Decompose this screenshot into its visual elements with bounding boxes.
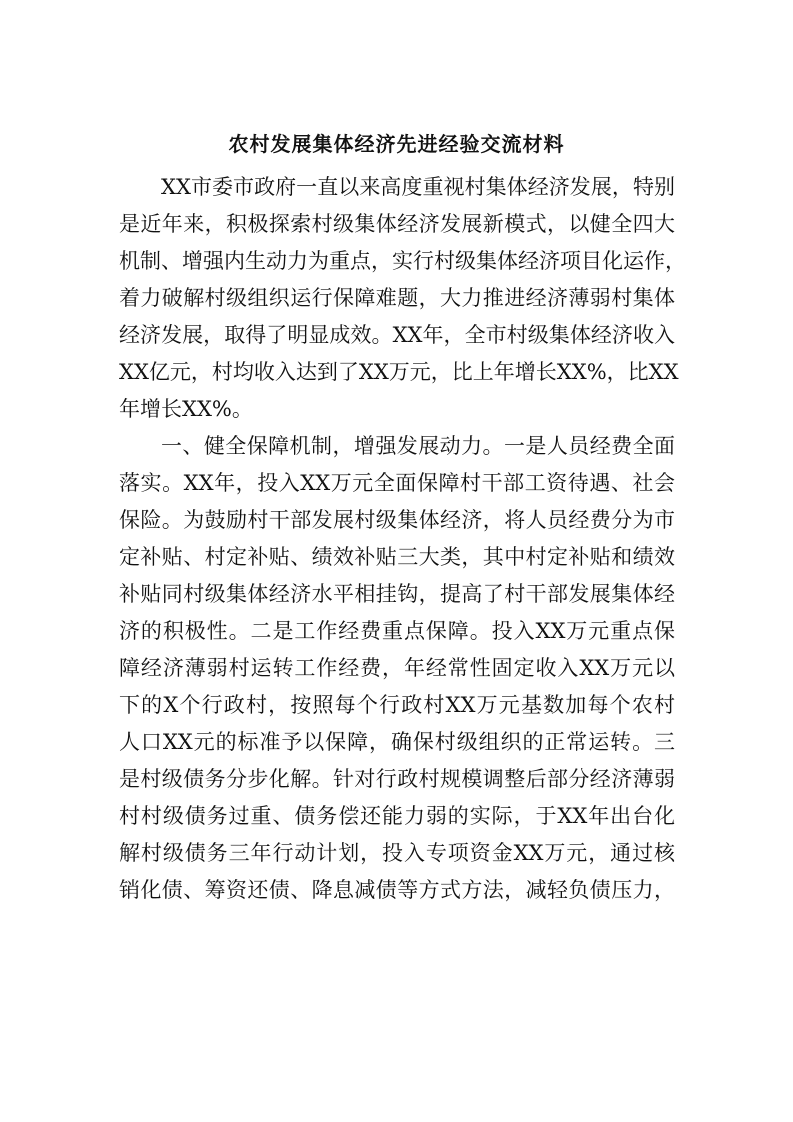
- text-line: 着力破解村级组织运行保障难题，大力推进经济薄弱村集体: [119, 286, 675, 310]
- text-line: 人口XX元的标准予以保障，确保村级组织的正常运转。三: [119, 730, 675, 754]
- text-line: 机制、增强内生动力为重点，实行村级集体经济项目化运作，: [119, 249, 686, 273]
- text-line: 销化债、筹资还债、降息减债等方式方法，减轻负债压力，: [119, 878, 675, 902]
- paragraph-section-one: [119, 428, 675, 946]
- text-line: 补贴同村级集体经济水平相挂钩，提高了村干部发展集体经: [119, 582, 675, 606]
- paragraph-intro: [119, 169, 686, 428]
- text-line: [119, 909, 675, 946]
- text-line: 经济发展，取得了明显成效。XX年，全市村级集体经济收入: [119, 323, 675, 347]
- text-line: 年增长XX%。: [119, 397, 253, 421]
- text-line: XX亿元，村均收入达到了XX万元，比上年增长XX%，比XX: [119, 360, 679, 384]
- text-line: 障经济薄弱村运转工作经费，年经常性固定收入XX万元以: [119, 656, 675, 680]
- text-line: 落实。XX年，投入XX万元全面保障村干部工资待遇、社会: [119, 471, 675, 495]
- text-line: 下的X个行政村，按照每个行政村XX万元基数加每个农村: [119, 693, 675, 717]
- document-title: 农村发展集体经济先进经验交流材料: [228, 132, 565, 156]
- text-line: 村村级债务过重、债务偿还能力弱的实际，于XX年出台化: [119, 804, 675, 828]
- text-line: 解村级债务三年行动计划，投入专项资金XX万元，通过核: [119, 841, 675, 865]
- text-line: 保险。为鼓励村干部发展村级集体经济，将人员经费分为市: [119, 508, 675, 532]
- text-line: XX市委市政府一直以来高度重视村集体经济发展，特别: [161, 175, 675, 199]
- text-line: 是村级债务分步化解。针对行政村规模调整后部分经济薄弱: [119, 767, 675, 791]
- text-line: 定补贴、村定补贴、绩效补贴三大类，其中村定补贴和绩效: [119, 545, 675, 569]
- text-line: 是近年来，积极探索村级集体经济发展新模式，以健全四大: [119, 212, 675, 236]
- document-body: [119, 169, 686, 946]
- text-line: 济的积极性。二是工作经费重点保障。投入XX万元重点保: [119, 619, 675, 643]
- text-line: 一、健全保障机制，增强发展动力。一是人员经费全面: [161, 434, 675, 458]
